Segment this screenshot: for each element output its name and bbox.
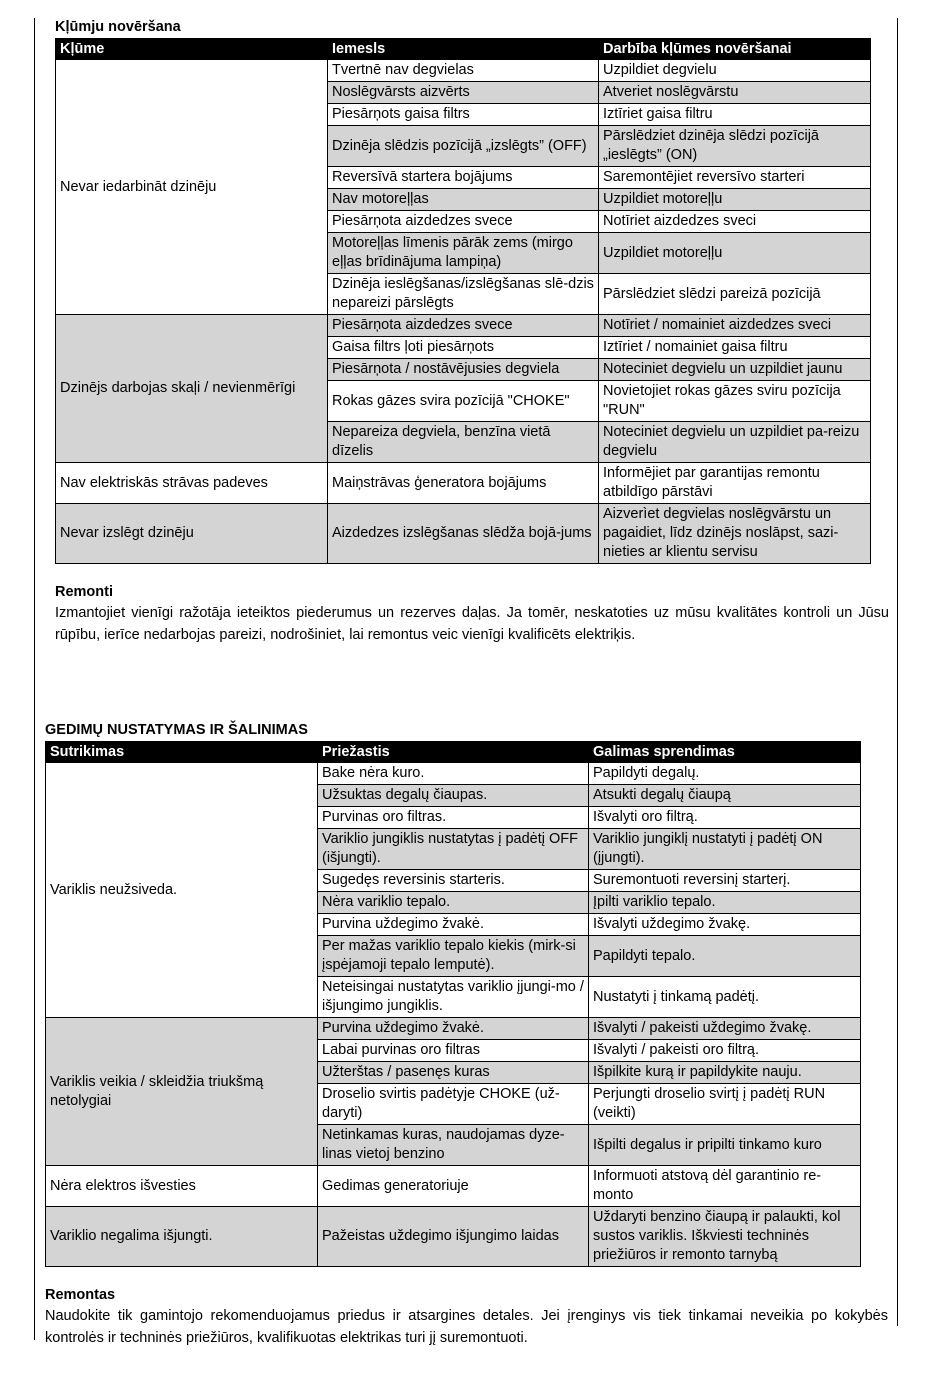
lt-header-action: Galimas sprendimas (589, 742, 861, 763)
action-cell: Išvalyti oro filtrą. (589, 807, 861, 829)
action-cell: Uzpildiet motoreļļu (599, 233, 871, 274)
table-row (56, 315, 871, 337)
cause-cell: Motoreļļas līmenis pārāk zems (mirgo eļļas brīdinājuma lampiņa) (328, 233, 599, 274)
action-cell: Atsukti degalų čiaupą (589, 785, 861, 807)
lt-repair-text: Naudokite tik gamintojo rekomenduojamus priedus ir atsargines detales. Jei įrenginys vis tiek tinkamai neveikia po kokybės kontrolės ir techninės priežiūros, kvalifikuotas elektrikas turi jį suremontuoti. (45, 1308, 888, 1346)
lv-troubleshooting-table (55, 38, 871, 564)
lt-header-fault: Sutrikimas (46, 742, 318, 763)
cause-cell: Užterštas / pasenęs kuras (318, 1062, 589, 1084)
fault-cell: Dzinējs darbojas skaļi / nevienmērīgi (56, 315, 328, 463)
lt-section (45, 721, 888, 1349)
fault-cell: Nevar izslēgt dzinēju (56, 504, 328, 564)
cause-cell: Nav motoreļļas (328, 189, 599, 211)
cause-cell: Piesārņots gaisa filtrs (328, 104, 599, 126)
action-cell: Papildyti tepalo. (589, 936, 861, 977)
action-cell: Išvalyti uždegimo žvakę. (589, 914, 861, 936)
action-cell: Uzpildiet degvielu (599, 60, 871, 82)
cause-cell: Aizdedzes izslēgšanas slēdža bojā-jums (328, 504, 599, 564)
cause-cell: Dzinēja slēdzis pozīcijā „izslēgts” (OFF) (328, 126, 599, 167)
action-cell: Išvalyti / pakeisti uždegimo žvakę. (589, 1018, 861, 1040)
lv-table-header (56, 39, 871, 60)
cause-cell: Maiņstrāvas ģeneratora bojājums (328, 463, 599, 504)
lt-table-body (46, 763, 861, 1267)
cause-cell: Labai purvinas oro filtras (318, 1040, 589, 1062)
lt-troubleshooting-table (45, 741, 861, 1267)
cause-cell: Užsuktas degalų čiaupas. (318, 785, 589, 807)
action-cell: Iztīriet gaisa filtru (599, 104, 871, 126)
action-cell: Įpilti variklio tepalo. (589, 892, 861, 914)
action-cell: Informējiet par garantijas remontu atbildīgo pārstāvi (599, 463, 871, 504)
action-cell: Saremontējiet reversīvo starteri (599, 167, 871, 189)
action-cell: Išvalyti / pakeisti oro filtrą. (589, 1040, 861, 1062)
cause-cell: Piesārņota / nostāvējusies degviela (328, 359, 599, 381)
cause-cell: Sugedęs reversinis starteris. (318, 870, 589, 892)
cause-cell: Bake nėra kuro. (318, 763, 589, 785)
table-row (46, 763, 861, 785)
cause-cell: Nepareiza degviela, benzīna vietā dīzelis (328, 422, 599, 463)
cause-cell: Purvinas oro filtras. (318, 807, 589, 829)
table-row (46, 1166, 861, 1207)
cause-cell: Rokas gāzes svira pozīcijā "CHOKE" (328, 381, 599, 422)
cause-cell: Piesārņota aizdedzes svece (328, 315, 599, 337)
cause-cell: Piesārņota aizdedzes svece (328, 211, 599, 233)
lt-header-cause: Priežastis (318, 742, 589, 763)
lv-header-fault: Kļūme (56, 39, 328, 60)
action-cell: Išpilkite kurą ir papildykite nauju. (589, 1062, 861, 1084)
lv-table-body (56, 60, 871, 564)
fault-cell: Variklis veikia / skleidžia triukšmą netolygiai (46, 1018, 318, 1166)
cause-cell: Droselio svirtis padėtyje CHOKE (už-daryti) (318, 1084, 589, 1125)
action-cell: Notīriet / nomainiet aizdedzes sveci (599, 315, 871, 337)
lt-repair-title: Remontas (45, 1287, 116, 1303)
action-cell: Atveriet noslēgvārstu (599, 82, 871, 104)
lt-table-header (46, 742, 861, 763)
table-row (56, 60, 871, 82)
lv-header-cause: Iemesls (328, 39, 599, 60)
lv-section (55, 18, 889, 646)
action-cell: Pārslēdziet dzinēja slēdzi pozīcijā „ieslēgts” (ON) (599, 126, 871, 167)
action-cell: Perjungti droselio svirtį į padėtį RUN (veikti) (589, 1084, 861, 1125)
action-cell: Pārslēdziet slēdzi pareizā pozīcijā (599, 274, 871, 315)
action-cell: Noteciniet degvielu un uzpildiet pa-reizu degvielu (599, 422, 871, 463)
table-row (56, 504, 871, 564)
action-cell: Suremontuoti reversinį starterį. (589, 870, 861, 892)
table-row (46, 1018, 861, 1040)
cause-cell: Reversīvā startera bojājums (328, 167, 599, 189)
lt-section-title: GEDIMŲ NUSTATYMAS IR ŠALINIMAS (45, 722, 308, 738)
action-cell: Notīriet aizdedzes sveci (599, 211, 871, 233)
fault-cell: Nevar iedarbināt dzinēju (56, 60, 328, 315)
cause-cell: Gaisa filtrs ļoti piesārņots (328, 337, 599, 359)
action-cell: Novietojiet rokas gāzes sviru pozīcija "RUN" (599, 381, 871, 422)
action-cell: Papildyti degalų. (589, 763, 861, 785)
left-margin-rule (34, 18, 35, 1340)
cause-cell: Dzinēja ieslēgšanas/izslēgšanas slē-dzis nepareizi pārslēgts (328, 274, 599, 315)
lv-header-action: Darbība kļūmes novēršanai (599, 39, 871, 60)
right-margin-rule (897, 18, 898, 1326)
action-cell: Nustatyti į tinkamą padėtį. (589, 977, 861, 1018)
cause-cell: Purvina uždegimo žvakė. (318, 914, 589, 936)
cause-cell: Variklio jungiklis nustatytas į padėtį OFF (išjungti). (318, 829, 589, 870)
cause-cell: Pažeistas uždegimo išjungimo laidas (318, 1207, 589, 1267)
fault-cell: Nav elektriskās strāvas padeves (56, 463, 328, 504)
action-cell: Noteciniet degvielu un uzpildiet jaunu (599, 359, 871, 381)
action-cell: Išpilti degalus ir pripilti tinkamo kuro (589, 1125, 861, 1166)
table-row (46, 1207, 861, 1267)
table-row (56, 463, 871, 504)
action-cell: Variklio jungiklį nustatyti į padėtį ON (įjungti). (589, 829, 861, 870)
action-cell: Uzpildiet motoreļļu (599, 189, 871, 211)
lv-repair-text: Izmantojiet vienīgi ražotāja ieteiktos piederumus un rezerves daļas. Ja tomēr, neskatoties uz mūsu kvalitātes kontroli un Jūsu rūpību, ierīce nedarbojas pareizi, nodrošiniet, lai remontus veic vienīgi kvalificēts elektriķis. (55, 605, 889, 643)
action-cell: Uždaryti benzino čiaupą ir palaukti, kol sustos variklis. Iškviesti techninės priežiūros ir remonto tarnybą (589, 1207, 861, 1267)
cause-cell: Noslēgvārsts aizvērts (328, 82, 599, 104)
cause-cell: Nėra variklio tepalo. (318, 892, 589, 914)
action-cell: Iztīriet / nomainiet gaisa filtru (599, 337, 871, 359)
fault-cell: Variklio negalima išjungti. (46, 1207, 318, 1267)
cause-cell: Netinkamas kuras, naudojamas dyze-linas vietoj benzino (318, 1125, 589, 1166)
action-cell: Aizverìet degvielas noslēgvārstu un pagaidiet, līdz dzinējs noslāpst, sazi-nieties ar klientu servisu (599, 504, 871, 564)
lv-section-title: Kļūmju novēršana (55, 19, 181, 35)
lv-repair-title: Remonti (55, 584, 113, 600)
fault-cell: Variklis neužsiveda. (46, 763, 318, 1018)
cause-cell: Per mažas variklio tepalo kiekis (mirk-si įspėjamoji tepalo lemputė). (318, 936, 589, 977)
fault-cell: Nėra elektros išvesties (46, 1166, 318, 1207)
cause-cell: Neteisingai nustatytas variklio įjungi-mo / išjungimo jungiklis. (318, 977, 589, 1018)
cause-cell: Tvertnē nav degvielas (328, 60, 599, 82)
cause-cell: Gedimas generatoriuje (318, 1166, 589, 1207)
action-cell: Informuoti atstovą dėl garantinio re-monto (589, 1166, 861, 1207)
cause-cell: Purvina uždegimo žvakė. (318, 1018, 589, 1040)
